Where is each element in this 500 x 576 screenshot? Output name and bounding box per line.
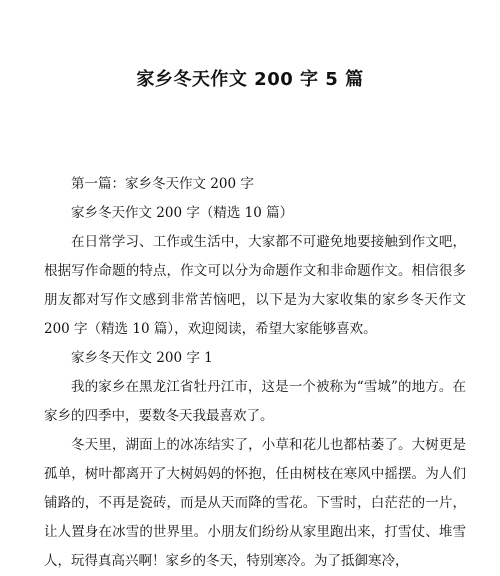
essay-heading-1: 家乡冬天作文 200 字 1 xyxy=(71,350,213,366)
document-title: 家乡冬天作文 200 字 5 篇 xyxy=(136,69,364,90)
subtitle-paragraph: 家乡冬天作文 200 字（精选 10 篇） xyxy=(71,205,294,221)
essay-paragraph-1: 我的家乡在黑龙江省牡丹江市，这是一个被称为“雪城”的地方。在家乡的四季中，要数冬天我最喜欢了。 xyxy=(44,379,466,424)
essay-paragraph-2: 冬天里，湖面上的冰冻结实了，小草和花儿也都枯萎了。大树更是孤单，树叶都离开了大树妈妈的怀抱，任由树枝在寒风中摇摆。为人们铺路的，不再是瓷砖，而是从天而降的雪花。下雪时，白茫茫的一片，让人置身在冰雪的世界里。小朋友们纷纷从家里跑出来，打雪仗、堆雪人，玩得真高兴啊！家乡的冬天，特别寒冷。为了抵御寒冷， xyxy=(44,437,466,569)
document-body xyxy=(44,170,466,576)
section-heading-1: 第一篇：家乡冬天作文 200 字 xyxy=(71,176,254,192)
intro-paragraph: 在日常学习、工作或生活中，大家都不可避免地要接触到作文吧，根据写作命题的特点，作文可以分为命题作文和非命题作文。相信很多朋友都对写作文感到非常苦恼吧，以下是为大家收集的家乡冬天作文 200 字（精选 10 篇），欢迎阅读，希望大家能够喜欢。 xyxy=(44,234,466,337)
